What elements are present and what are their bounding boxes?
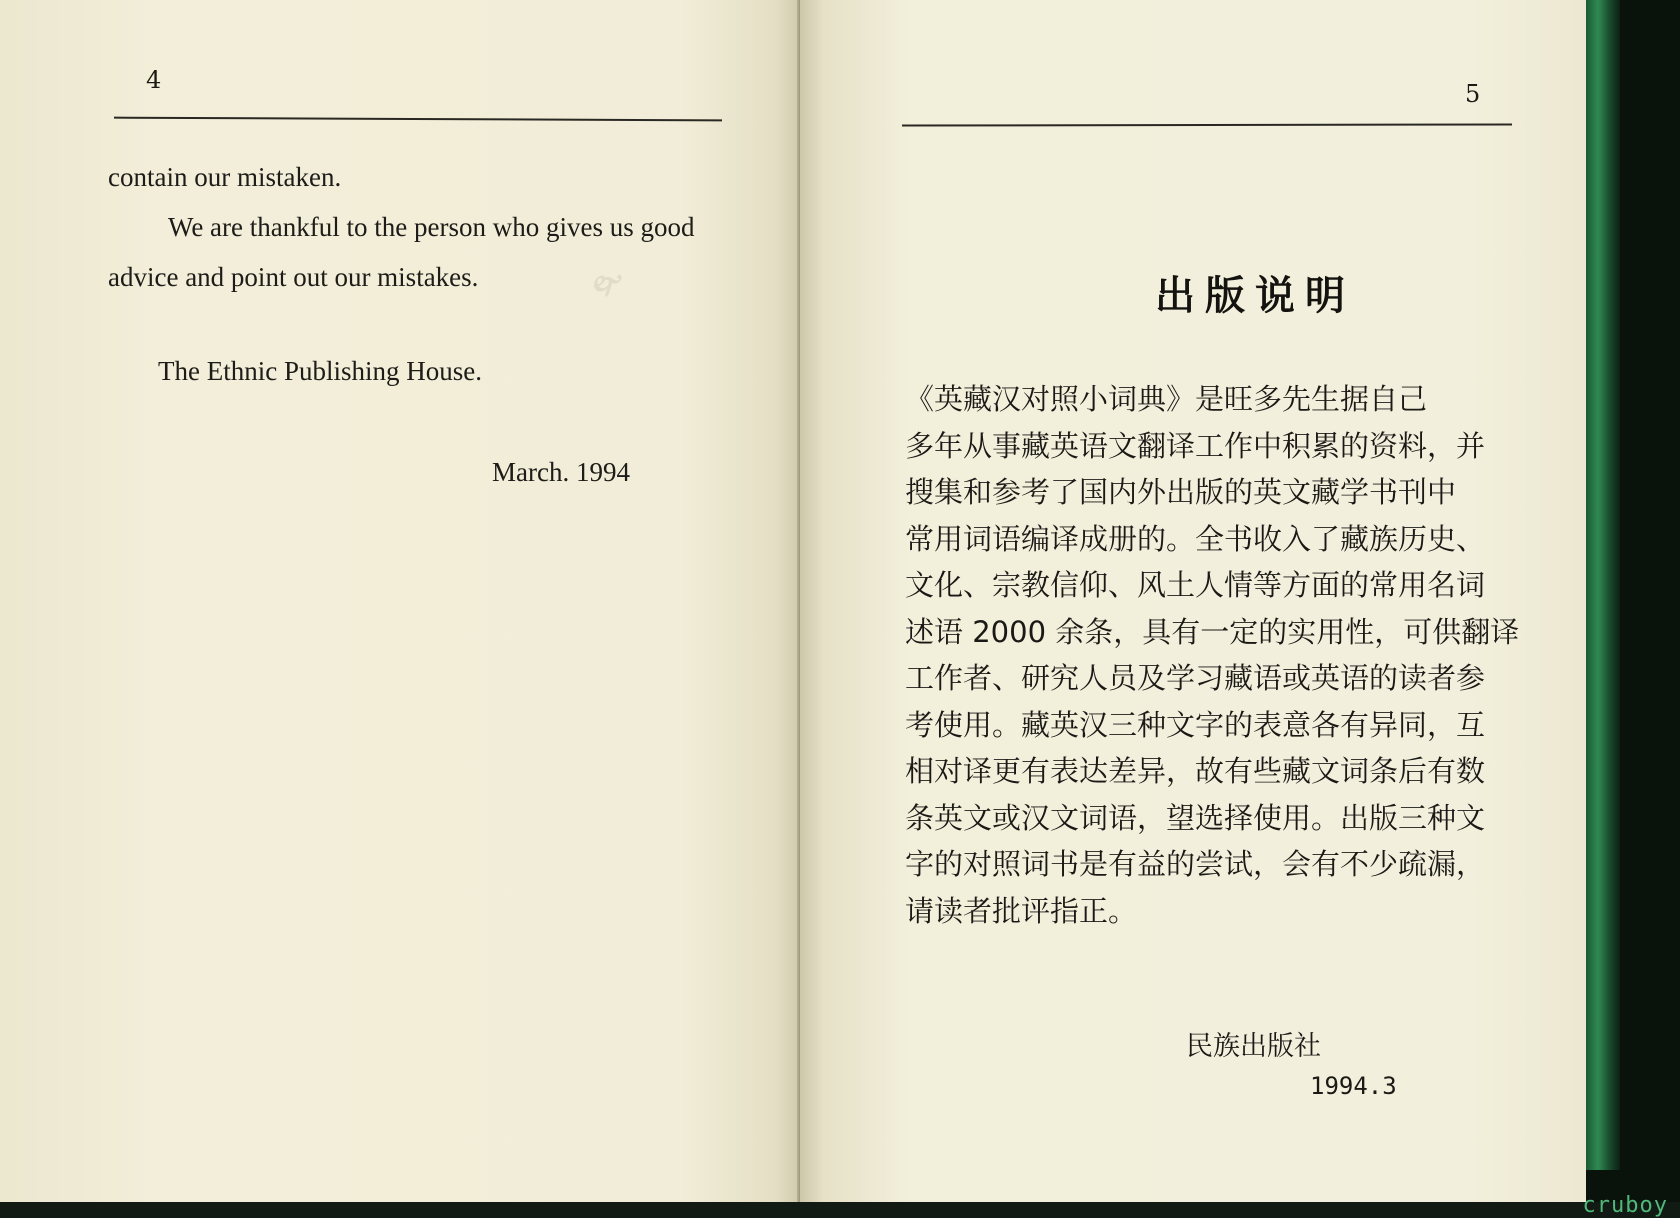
english-text-block	[108, 152, 728, 302]
paragraph-thanks: We are thankful to the person who gives us good advice and point out our mistakes.	[108, 212, 695, 292]
watermark-text: cruboy	[1582, 1193, 1668, 1218]
body-line: 搜集和参考了国内外出版的英文藏学书刊中	[905, 475, 1457, 509]
publisher-signature: The Ethnic Publishing House.	[158, 356, 482, 386]
paragraph-continuation: contain our mistaken.	[108, 162, 342, 192]
page-number-right: 5	[1465, 80, 1481, 108]
body-line: 文化、宗教信仰、风土人情等方面的常用名词	[905, 568, 1486, 602]
show-through-text: 🙰	[590, 269, 625, 299]
body-line: 述语 2000 余条，具有一定的实用性，可供翻译	[905, 614, 1520, 649]
book-edge-green	[1586, 0, 1620, 1170]
scan-border	[0, 1202, 1680, 1218]
page-number-left: 4	[146, 66, 162, 94]
body-line: 考使用。藏英汉三种文字的表意各有异同，互	[905, 707, 1486, 742]
date-right: 1994.3	[1310, 1072, 1397, 1100]
publisher-chinese: 民族出版社	[1186, 1031, 1321, 1062]
body-line: 请读者批评指正。	[905, 893, 1138, 928]
left-page	[0, 0, 800, 1202]
body-line: 《英藏汉对照小词典》是旺多先生据自己	[905, 382, 1428, 416]
body-line: 条英文或汉文词语，望选择使用。出版三种文	[905, 800, 1486, 835]
header-rule-right	[902, 123, 1512, 126]
chinese-body	[905, 376, 1525, 934]
body-line: 多年从事藏英语文翻译工作中积累的资料，并	[905, 428, 1486, 463]
body-line: 相对译更有表达差异，故有些藏文词条后有数	[905, 754, 1486, 788]
body-line: 字的对照词书是有益的尝试，会有不少疏漏，	[905, 847, 1486, 881]
body-line: 工作者、研究人员及学习藏语或英语的读者参	[905, 661, 1486, 695]
body-line: 常用词语编译成册的。全书收入了藏族历史、	[905, 521, 1486, 556]
chinese-title: 出版说明	[1155, 273, 1355, 319]
header-rule-left	[114, 117, 722, 122]
date-left: March. 1994	[492, 457, 630, 487]
